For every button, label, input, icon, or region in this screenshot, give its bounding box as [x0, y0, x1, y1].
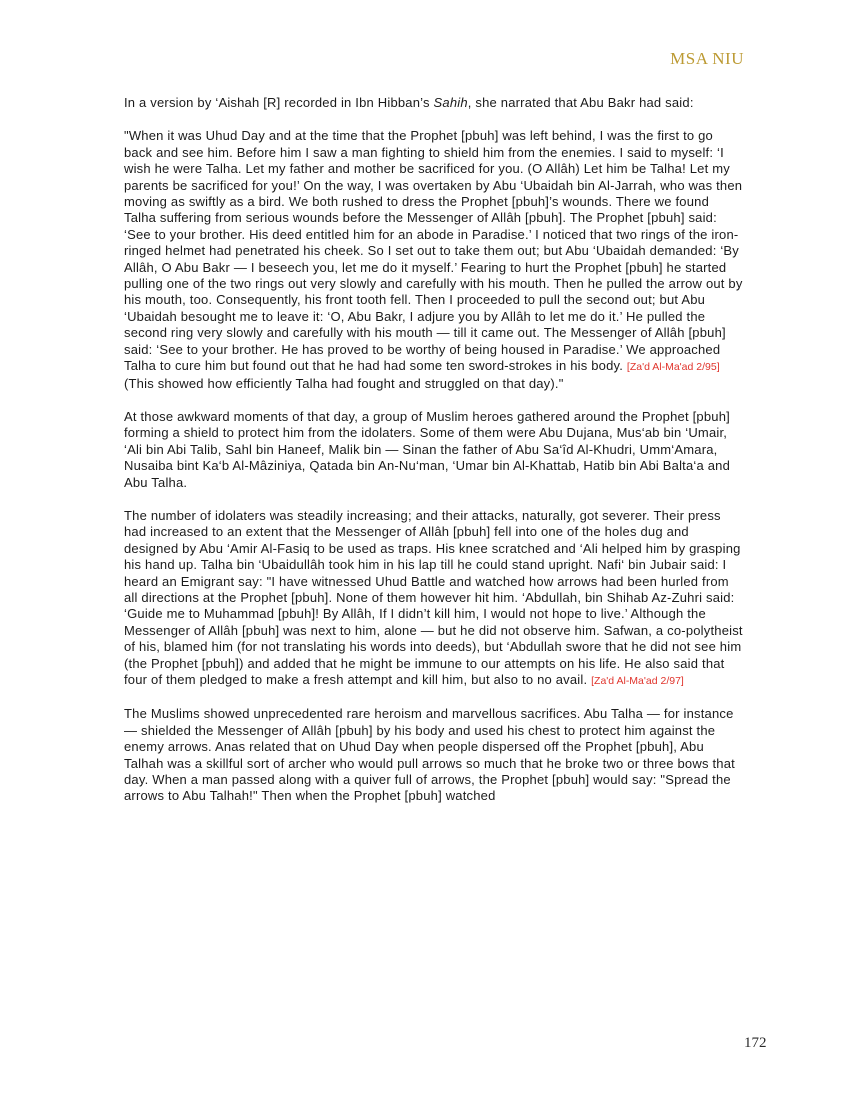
text-run: The Muslims showed unprecedented rare heroism and marvellous sacrifices. Abu Talha — for instance — shielded the Messenger of Allâh [pbuh] by his body and used his chest to protect him against the enemy arrows. Anas related that on Uhud Day when people dispersed off the Prophet [pbuh], Abu Talhah was a skillful sort of archer who would pull arrows so much that he broke two or three bows that day. When a man passed along with a quiver full of arrows, the Prophet [pbuh] would say: "Spread the arrows to Abu Talhah!" Then when the Prophet [pbuh] watched — [124, 706, 739, 804]
text-run: At those awkward moments of that day, a group of Muslim heroes gathered around the Prophet [pbuh] forming a shield to protect him from the idolaters. Some of them were Abu Dujana, Mus‘ab bin ‘Umair, ‘Ali bin Abi Talib, Sahl bin Haneef, Malik bin — Sinan the father of Abu Sa‘îd Al-Khudri, Umm‘Amara, Nusaiba bint Ka‘b Al-Mâziniya, Qatada bin An-Nu‘man, ‘Umar bin Al-Khattab, Hatib bin Abi Balta‘a and Abu Talha. — [124, 408, 734, 490]
page-header — [670, 49, 744, 69]
paragraph — [124, 409, 743, 491]
text-run: Sahih — [433, 95, 468, 110]
paragraph — [124, 128, 747, 392]
citation-reference: [Za'd Al-Ma'ad 2/97] — [591, 675, 684, 687]
page-body — [124, 95, 747, 822]
citation-reference: [Za'd Al-Ma'ad 2/95] — [626, 361, 720, 374]
page-footer — [744, 1034, 767, 1052]
paragraph — [124, 507, 747, 689]
text-run: In a version by ‘Aishah [R] recorded in Ibn Hibban’s — [124, 95, 434, 110]
text-run: (This showed how efficiently Talha had fought and struggled on that day)." — [124, 358, 724, 391]
paragraph — [124, 706, 743, 804]
text-run: , she narrated that Abu Bakr had said: — [467, 95, 694, 110]
text-run: "When it was Uhud Day and at the time that the Prophet [pbuh] was left behind, I was the first to go back and see him. Before him I saw a man fighting to shield him from the enemies. I said to myself: ‘I wish he were Talha. Let my father and mother be sacrificed for you. (O Allâh) Let him be Talha! Let my parents be sacrificed for you!’ On the way, I was overtaken by Abu ‘Ubaidah bin Al-Jarrah, who was then moving as swiftly as a bird. We both rushed to dress the Prophet [pbuh]’s wounds. There we found Talha suffering from serious wounds before the Messenger of Allâh [pbuh]. The Prophet [pbuh] said: ‘See to your brother. His deed entitled him for an abode in Paradise.’ I noticed that two rings of the iron-ringed helmet had penetrated his cheek. So I set out to take them out; but Abu ‘Ubaidah demanded: ‘By Allâh, O Abu Bakr — I beseech you, let me do it myself.’ Fearing to hurt the Prophet [pbuh] he started pulling one of the two rings out very slowly and carefully with his mouth. Then he pulled the arrow out by his mouth, too. Consequently, his front tooth fell. Then I proceeded to pull the second out; but Abu ‘Ubaidah besought me to leave it: ‘O, Abu Bakr, I adjure you by Allâh to let me do it.’ He pulled the second ring very slowly and carefully with his mouth — till it came out. The Messenger of Allâh [pbuh] said: ‘See to your brother. He has proved to be worthy of being housed in Paradise.’ We approached Talha to cure him but found out that he had had some ten sword-strokes in his body. — [124, 128, 747, 374]
page-number: 172 — [744, 1035, 767, 1051]
header-brand: MSA NIU — [670, 49, 744, 68]
text-run: The number of idolaters was steadily increasing; and their attacks, naturally, got severer. Their press had increased to an extent that the Messenger of Allâh [pbuh] fell into one of the holes dug and designed by Abu ‘Amir Al-Fasiq to be used as traps. His knee scratched and ‘Ali helped him by grasping his hand up. Talha bin ‘Ubaidullâh took him in his lap till he could stand upright. Nafi‘ bin Jubair said: I heard an Emigrant say: "I have witnessed Uhud Battle and watched how arrows had been hurled from all directions at the Prophet [pbuh]. None of them however hit him. ‘Abdullah, bin Shihab Az-Zuhri said: ‘Guide me to Muhammad [pbuh]! By Allâh, If I didn’t kill him, I would not hope to live.’ Although the Messenger of Allâh [pbuh] was next to him, alone — but he did not observe him. Safwan, a co-polytheist of his, blamed him (for not translating his words into deeds), but ‘Abdullah swore that he did not see him (the Prophet [pbuh]) and added that he might be immune to our attempts on his life. He also said that four of them pledged to make a fresh attempt and kill him, but also to no avail. — [124, 507, 747, 687]
paragraph — [124, 95, 743, 111]
